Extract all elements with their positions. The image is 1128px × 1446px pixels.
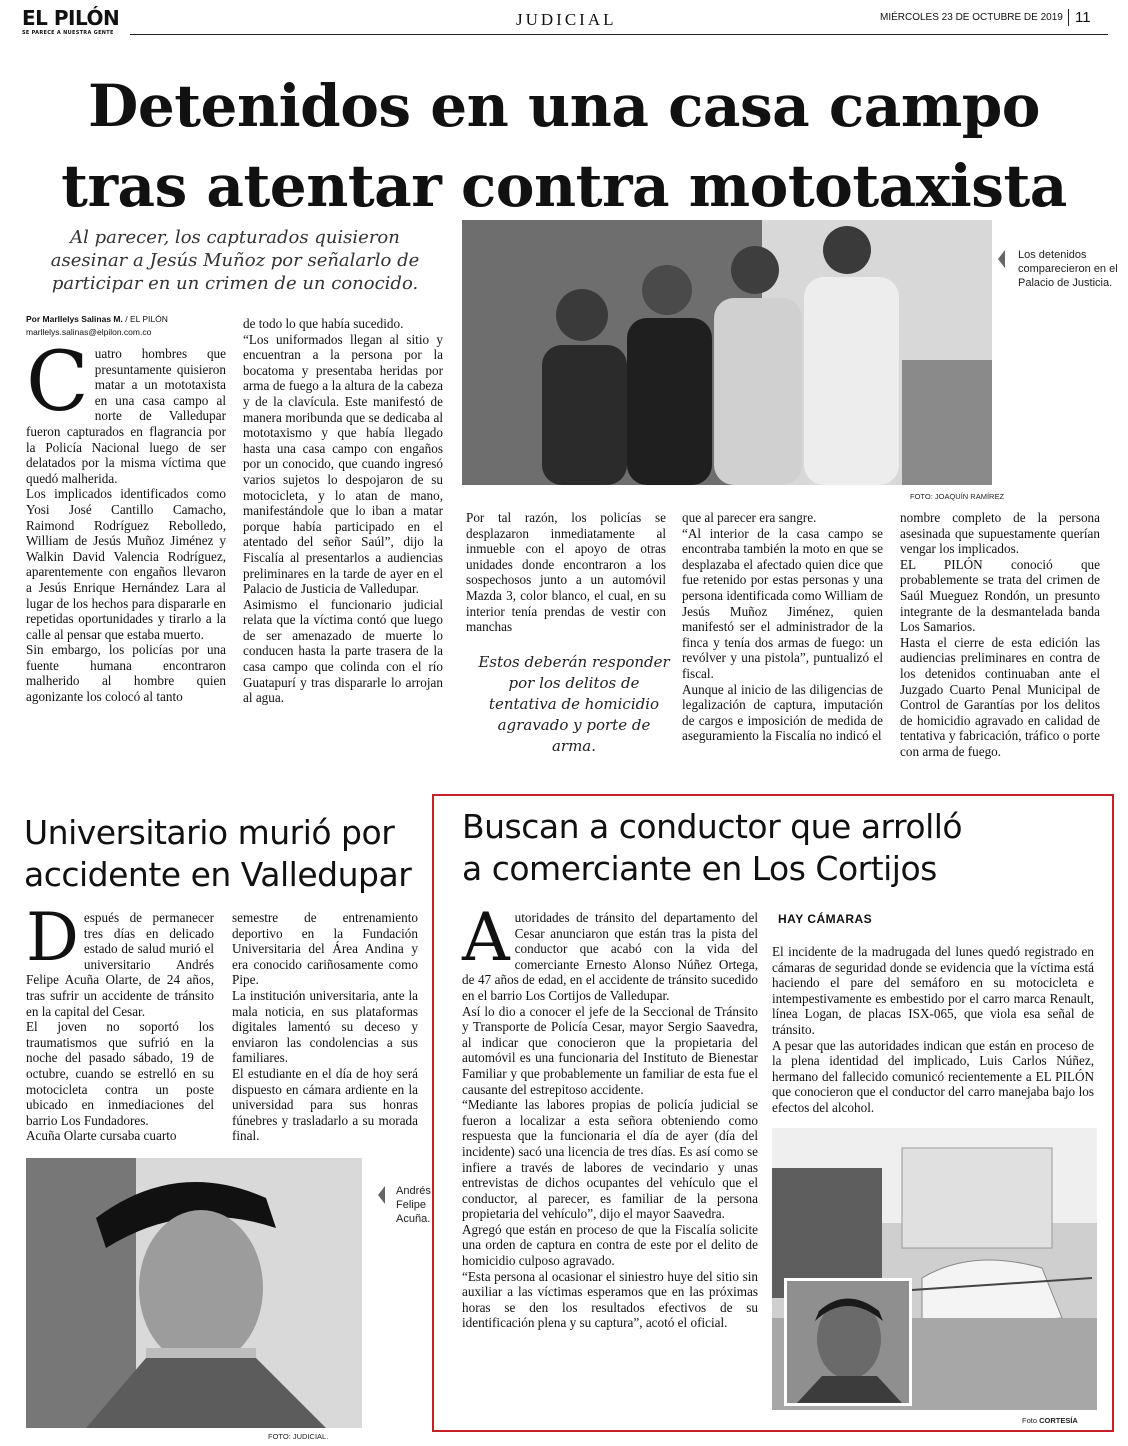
main-column-2 [243,316,443,706]
student-photo [26,1158,362,1428]
main-pullquote: Estos deberán responder por los delitos de tentativa de homicidio agravado y porte de arma. [478,653,670,755]
edition-date: MIÉRCOLES 23 DE OCTUBRE DE 2019 [880,12,1063,23]
main-col5-p2: EL PILÓN conoció que probablemente se trata del crimen de Saúl Mueguez Rondón, un presunto integrante de la desmantelada banda Los Samarios. [900,556,1100,635]
driver-column-1 [462,899,758,1331]
driver-col1-p3: “Mediante las labores propias de policía judicial se fueron a localizar a esta señora obteniendo como respuesta que la funcionaria el día de ayer (día del incidente) sacó una licencia de tres días. Es así como se infiere a través de labores de vecindario y unas entrevistas de dichos ocupantes del vehículo que el conductor, al parecer, es familiar de la persona propietaria del vehículo”, dijo el mayor Saavedra. [462,1097,758,1222]
main-col2-p1: de todo lo que había sucedido. [243,316,404,331]
driver-headline-line2: a comerciante en Los Cortijos [462,849,937,888]
main-photo-credit: FOTO: JOAQUÍN RAMÍREZ [910,492,1005,501]
main-col4-p1: que al parecer era sangre. [682,510,817,525]
student-headline [24,812,424,896]
victim-inset-illustration [787,1281,909,1403]
student-col1-p2: El joven no soportó los traumatismos que sufrió en la noche del pasado sábado, 19 de octubre, cuando se estrelló en su motocicleta contra un poste ubicado en inmediaciones del barrio Los Fundadores. [26,1019,214,1128]
driver-subhead: HAY CÁMARAS [778,912,873,926]
student-col2-p1: semestre de entrenamiento deportivo en la Fundación Universitaria del Área Andina y era conocido cariñosamente como Pipe. [232,910,418,988]
student-dropcap: D [26,899,79,976]
student-column-1 [26,899,214,1144]
main-headline [0,66,1128,226]
main-col1-p3: Sin embargo, los policías por una fuente humana encontraron malherido al hombre quien agonizante los colocó al tanto [26,642,226,705]
accident-credit-name: CORTESÍA [1039,1416,1078,1425]
driver-col1-p2: Así lo dio a conocer el jefe de la Seccional de Tránsito y Transporte de Policía Cesar, mayor Sergio Saavedra, al indicar que conocieron que la propietaria del automóvil es una funcionaria del Instituto de Bienestar Familiar y que probablemente un familiar de esta fue el causante del estrepitoso accidente. [462,1003,758,1097]
newspaper-tagline: SE PARECE A NUESTRA GENTE [22,30,114,36]
driver-column-2 [772,944,1094,1116]
section-name: JUDICIAL [516,10,617,29]
main-col1-p2: Los implicados identificados como Yosi José Cantillo Camacho, Raimond Rodríguez Rebolledo, William de Jesús Muñoz Jiménez y Walkin David Valencia Rodríguez, aparentemente con engaños llevaron a Jesús Enrique Hernández Lara al lugar de los hechos para dispararle en repetidas oportunidades y tirarlo a la calle al pensar que estaba muerto. [26,486,226,642]
byline [26,314,168,324]
student-col1-p3: Acuña Olarte cursaba cuarto [26,1128,177,1144]
driver-dropcap: A [462,899,510,976]
driver-col2-p2: A pesar que las autoridades indican que están en proceso de la plena identidad del implicado, Luis Carlos Núñez, hermano del fallecido comunicó recientemente a EL PILÓN que conocieron que el conductor del carro manejaba bajo los efectos del alcohol. [772,1037,1094,1115]
victim-inset-photo [784,1278,912,1406]
student-col1-p1: espués de permanecer tres días en delicado estado de salud murió el universitario Andrés Felipe Acuña Olarte, de 24 años, tras sufrir un accidente de tránsito en la capital del Cesar. [26,910,214,1019]
newspaper-logo: EL PILÓN [22,6,120,30]
student-column-2 [232,910,418,1144]
accident-credit-prefix: Foto [1022,1416,1040,1425]
student-headline-line2: accidente en Valledupar [24,855,412,894]
driver-headline [462,806,1102,890]
accident-photo [772,1128,1097,1410]
main-headline-line1: Detenidos en una casa campo [88,72,1040,140]
main-col5-p3: Hasta el cierre de esta edición las audiencias preliminares en contra de los detenidos continuaban ante el Juzgado Cuarto Penal Municipal de Control de Garantías por los delitos de homicidio agravado en calidad de tentativa y fabricación, tráfico o porte con arma de fuego. [900,634,1100,759]
detainees-photo [462,220,992,485]
main-column-5 [900,510,1100,760]
byline-author: Por Marllelys Salinas M. [26,314,123,324]
student-col2-p2: La institución universitaria, ante la mala noticia, en sus plataformas digitales lamentó su deceso y enviaron las condolencias a sus familiares. [232,987,418,1066]
driver-col1-p4: Agregó que están en proceso de que la Fiscalía solicite una orden de captura en contra de este por el delito de homicidio culposo agravado. [462,1221,758,1269]
main-col4-p3: Aunque al inicio de las diligencias de legalización de captura, imputación de cargos e imposición de medida de aseguramiento la Fiscalía no indicó el [682,681,883,744]
driver-col2-p1: El incidente de la madrugada del lunes quedó registrado en cámaras de seguridad donde se evidencia que la víctima está haciendo el pare del semáforo en su motocicleta e intempestivamente es embestido por el carro marca Renault, línea Logan, de placas ISX-065, que viola esa señal de tránsito. [772,944,1094,1037]
main-col1-p1: uatro hombres que presuntamente quisieron matar a un mototaxista en una casa campo al norte de Valledupar fueron capturados en flagrancia por la Policía Nacional luego de ser delatados por la misma víctima que quedó malherida. [26,346,226,486]
caption-pointer-icon [998,250,1005,268]
main-col5-p1: nombre completo de la persona asesinada que supuestamente querían vengar los implicados. [900,510,1100,557]
main-column-3 [466,510,666,635]
detainees-photo-illustration [462,220,992,485]
main-dropcap: C [26,335,89,430]
driver-col1-p1: utoridades de tránsito del departamento del Cesar anunciaron que están tras la pista del conductor que acabó con la vida del comerciante Ernesto Alonso Núñez Ortega, de 47 años de edad, en el accidente de tránsito sucedido en el barrio Los Cortijos de Valledupar. [462,910,758,1003]
byline-outlet: / EL PILÓN [122,314,168,324]
main-column-1 [26,335,226,705]
masthead-rule [130,34,1108,35]
main-col2-p2: “Los uniformados llegan al sitio y encuentran a la persona por la bocatoma y presentaba heridas por arma de fuego a la altura de la cabeza y de la clavícula. Este manifestó de manera moribunda que se dedicaba al mototaxismo y que había llegado hasta una casa campo con engaños por un conocido, que cuando ingresó varios sujetos lo despojaron de su motocicleta, y lo atan de mano, manifestándole que lo iban a matar porque había participado en el atentado del señor Saúl”, dijo la Fiscalía al presentarlos a audiencias preliminares en la tarde de ayer en el Palacio de Justicia de Valledupar. [243,331,443,597]
main-headline-line2: tras atentar contra mototaxista [61,152,1067,220]
main-deck: Al parecer, los capturados quisieron asesinar a Jesús Muñoz por señalarlo de participar en un crimen de un conocido. [50,227,420,294]
student-col2-p3: El estudiante en el día de hoy será dispuesto en cámara ardiente en la universidad para sus honras fúnebres y trasladarlo a su morada final. [232,1065,418,1144]
main-column-4 [682,510,883,744]
driver-col1-p5: “Esta persona al ocasionar el siniestro huye del sitio sin auxiliar a las víctimas esperamos que en las próximas horas se den los resultados efectivos de su identificación plena y su captura”, acotó el oficial. [462,1268,758,1331]
byline-email: marllelys.salinas@elpilon.com.co [26,327,152,337]
main-photo-caption: Los detenidos comparecieron en el Palacio de Justicia. [1018,249,1118,289]
student-photo-illustration [26,1158,362,1428]
student-photo-credit: FOTO: JUDICIAL. [268,1432,329,1441]
main-col4-p2: “Al interior de la casa campo se encontraba también la moto en que se desplazaba el afectado quien dice que fue retenido por estas personas y una persona identificada como William de Jesús Muñoz Jiménez, quien manifestó ser el administrador de la finca y tenía dos armas de fuego: un revólver y una pistola”, puntualizó el fiscal. [682,525,883,681]
student-photo-caption: Andrés Felipe Acuña. [396,1185,431,1225]
student-headline-line1: Universitario murió por [24,813,395,852]
page-number: 11 [1068,9,1091,26]
driver-headline-line1: Buscan a conductor que arrolló [462,807,963,846]
accident-photo-credit [1022,1416,1078,1425]
main-col2-p3: Asimismo el funcionario judicial relata que la víctima contó que luego de ser amenazado de muerte lo conducen hasta la parte trasera de la casa campo que colinda con el río Guatapurí y tras dispararle lo arrojan al agua. [243,596,443,706]
main-col3-p1: Por tal razón, los policías se desplazaron inmediatamente al inmueble con el apoyo de otras unidades donde encontraron a los sospechosos junto a un automóvil Mazda 3, color blanco, el cual, en su interior tenía prendas de vestir con manchas [466,510,666,635]
student-caption-pointer-icon [378,1186,385,1204]
